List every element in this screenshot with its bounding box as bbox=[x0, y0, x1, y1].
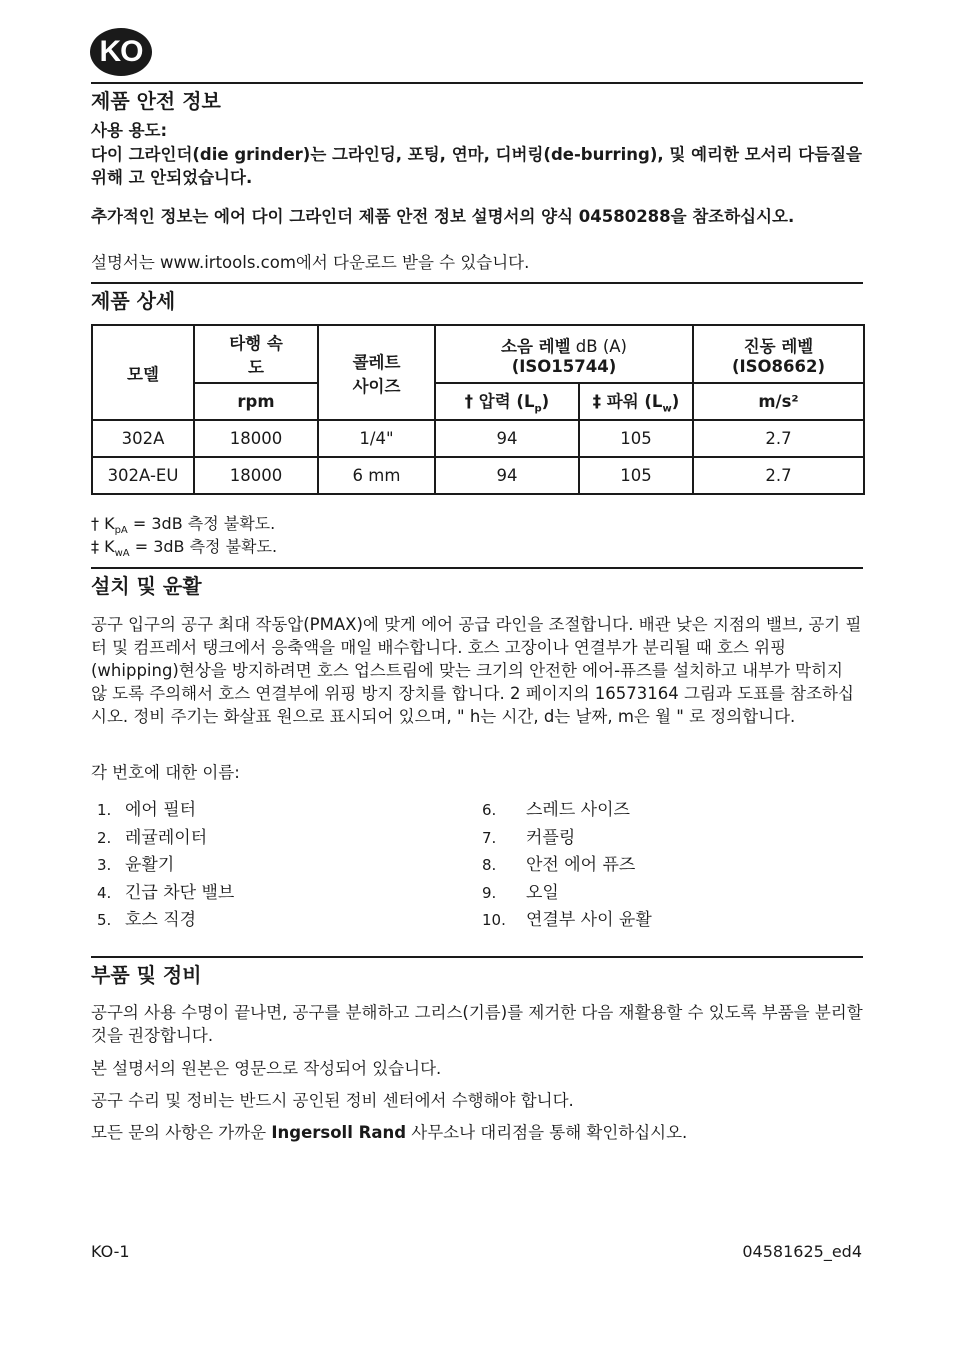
footnote-pressure: † $K_{pA} = 3dB$ 측정 불확도. bbox=[91, 514, 276, 537]
header-model: 모델 bbox=[92, 325, 194, 420]
contact-text: 모든 문의 사항은 가까운 Ingersoll Rand 사무소나 대리점을 통해 확인하십시오. bbox=[91, 1123, 688, 1142]
cell-collet: 1/4" bbox=[318, 420, 435, 457]
service-text: 공구 수리 및 정비는 반드시 공인된 정비 센터에서 수행해야 합니다. bbox=[91, 1091, 574, 1110]
cell-speed: 18000 bbox=[194, 420, 318, 457]
language-badge: KO bbox=[90, 28, 152, 76]
cell-collet: 6 mm bbox=[318, 457, 435, 494]
list-item: 7. 커플링 bbox=[482, 827, 576, 848]
names-label: 각 번호에 대한 이름: bbox=[91, 763, 240, 782]
list-item: 5. 호스 직경 bbox=[97, 910, 197, 930]
table-row bbox=[92, 420, 864, 457]
legend-list-right bbox=[482, 797, 652, 935]
section-heading-safety: 제품 안전 정보 bbox=[91, 89, 221, 113]
legend-list-left bbox=[97, 797, 234, 935]
recycling-paragraph: 공구의 사용 수명이 끝나면, 공구를 분해하고 그리스(기름)를 제거한 다음 재활용할 수 있도록 부품을 분리할 것을 권장합니다. bbox=[91, 1003, 863, 1045]
usage-text: 다이 그라인더(die grinder)는 그라인딩, 포팅, 연마, 디버링(de-burring), 및 예리한 모서리 다듬질을 위해 고 안되었습니다. bbox=[91, 145, 862, 187]
section-heading-specs: 제품 상세 bbox=[91, 289, 176, 313]
list-item: 10. 연결부 사이 윤활 bbox=[482, 910, 652, 930]
cell-power: 105 bbox=[579, 457, 693, 494]
table-row bbox=[92, 457, 864, 494]
spec-table bbox=[91, 324, 865, 495]
vibration-standard: (ISO8662) bbox=[731, 356, 826, 376]
download-text: 설명서는 www.irtools.com에서 다운로드 받을 수 있습니다. bbox=[91, 253, 530, 272]
header-collet: 콜레트 사이즈 bbox=[318, 325, 435, 420]
cell-vibration: 2.7 bbox=[693, 457, 864, 494]
section-heading-installation: 설치 및 윤활 bbox=[91, 574, 202, 598]
document-number: 04581625_ed4 bbox=[742, 1242, 862, 1261]
vibration-label: 진동 레벨 bbox=[743, 336, 814, 356]
list-item: 8. 안전 에어 퓨즈 bbox=[482, 855, 636, 875]
cell-model: 302A-EU bbox=[92, 457, 194, 494]
noise-label: 소음 레벨 bbox=[501, 336, 571, 356]
list-item: 2. 레귤레이터 bbox=[97, 827, 208, 848]
unit-speed: rpm bbox=[194, 383, 318, 420]
rule bbox=[91, 82, 863, 84]
noise-unit: dB (A) bbox=[575, 336, 627, 356]
list-item: 9. 오일 bbox=[482, 882, 559, 903]
brand-name: Ingersoll Rand bbox=[271, 1123, 407, 1142]
cell-power: 105 bbox=[579, 420, 693, 457]
rule bbox=[91, 956, 863, 958]
footnote-power: ‡ $K_{wA} = 3dB$ 측정 불확도. bbox=[91, 537, 278, 560]
list-item: 3. 윤활기 bbox=[97, 855, 175, 875]
cell-vibration: 2.7 bbox=[693, 420, 864, 457]
rule bbox=[91, 282, 863, 284]
cell-pressure: 94 bbox=[435, 457, 579, 494]
cell-speed: 18000 bbox=[194, 457, 318, 494]
header-noise bbox=[435, 325, 693, 383]
unit-power: ‡ 파워 $(L_w)$ bbox=[579, 383, 693, 420]
installation-paragraph: 공구 입구의 공구 최대 작동압(PMAX)에 맞게 에어 공급 라인을 조절합니다. 배관 낮은 지점의 밸브, 공기 필 터 및 컴프레서 탱크에서 응축액을 매일 배수합니다. 호스 고장이나 연결부가 분리될 때 호스 위핑 (whipping)현상을 방지하려면 호스 업스트림에 맞는 크기의 안전한 에어-퓨즈를 설치하고 내부가 막히지 않 도록 주의해서 호스 연결부에 위핑 방지 장치를 합니다. 2 페이지의 16573164 그림과 도표를 참조하십시오. 정비 주기는 화살표 원으로 표시되어 있으며, " h는 시간, d는 날짜, m은 월 " 로 정의합니다. bbox=[91, 615, 862, 726]
list-item: 1. 에어 필터 bbox=[97, 800, 197, 820]
cell-pressure: 94 bbox=[435, 420, 579, 457]
list-item: 6. 스레드 사이즈 bbox=[482, 800, 630, 820]
unit-pressure: † 압력 $(L_p)$ bbox=[435, 383, 579, 420]
section-heading-parts: 부품 및 정비 bbox=[91, 963, 202, 987]
page-number: KO-1 bbox=[91, 1242, 130, 1261]
cell-model: 302A bbox=[92, 420, 194, 457]
list-item: 4. 긴급 차단 밸브 bbox=[97, 882, 235, 903]
original-language-text: 본 설명서의 원본은 영문으로 작성되어 있습니다. bbox=[91, 1059, 442, 1078]
noise-standard: (ISO15744) bbox=[511, 356, 617, 376]
unit-vibration: m/s² bbox=[693, 383, 864, 420]
rule bbox=[91, 567, 863, 569]
usage-label: 사용 용도: bbox=[91, 121, 168, 140]
additional-info-text: 추가적인 정보는 에어 다이 그라인더 제품 안전 정보 설명서의 양식 04580288을 참조하십시오. bbox=[91, 207, 795, 226]
header-speed: 타행 속도 bbox=[194, 325, 318, 383]
header-vibration bbox=[693, 325, 864, 383]
